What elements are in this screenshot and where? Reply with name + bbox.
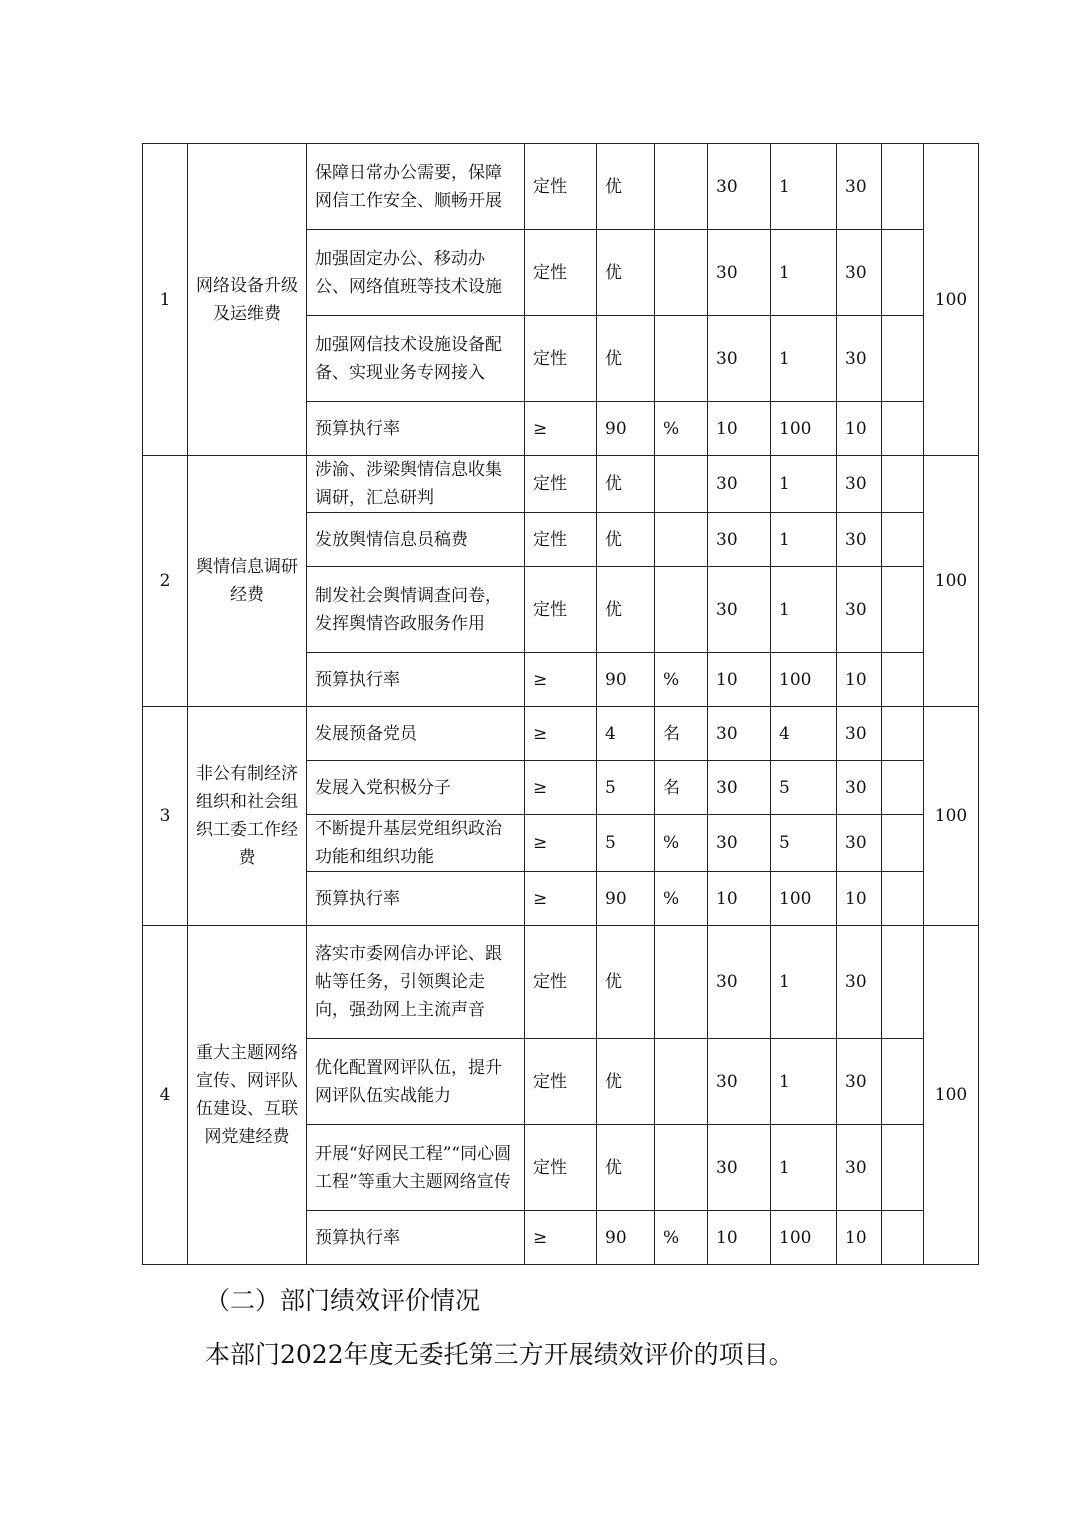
actual-value-cell: 4 (771, 707, 837, 761)
score-cell: 10 (837, 1211, 882, 1265)
table-row (143, 144, 979, 230)
empty-cell (882, 1039, 924, 1125)
indicator-type-cell: ≥ (525, 707, 597, 761)
project-name-cell: 重大主题网络宣传、网评队伍建设、互联网党建经费 (188, 926, 307, 1265)
unit-cell: % (655, 402, 708, 456)
actual-value-cell: 5 (771, 815, 837, 872)
actual-value-cell: 1 (771, 513, 837, 567)
empty-cell (882, 567, 924, 653)
indicator-cell: 加强固定办公、移动办公、网络值班等技术设施 (307, 230, 525, 316)
target-value-cell: 优 (597, 230, 655, 316)
target-value-cell: 优 (597, 456, 655, 513)
empty-cell (882, 402, 924, 456)
actual-value-cell: 100 (771, 653, 837, 707)
indicator-cell: 开展“好网民工程”“同心圆工程”等重大主题网络宣传 (307, 1125, 525, 1211)
target-value-cell: 优 (597, 567, 655, 653)
weight-cell: 10 (708, 402, 771, 456)
indicator-cell: 制发社会舆情调查问卷，发挥舆情咨政服务作用 (307, 567, 525, 653)
indicator-type-cell: ≥ (525, 402, 597, 456)
unit-cell: % (655, 872, 708, 926)
target-value-cell: 优 (597, 144, 655, 230)
empty-cell (882, 926, 924, 1039)
actual-value-cell: 1 (771, 567, 837, 653)
actual-value-cell: 1 (771, 230, 837, 316)
project-name-cell: 网络设备升级及运维费 (188, 144, 307, 456)
score-cell: 10 (837, 402, 882, 456)
total-score-cell: 100 (924, 926, 979, 1265)
indicator-cell: 保障日常办公需要，保障网信工作安全、顺畅开展 (307, 144, 525, 230)
indicator-type-cell: 定性 (525, 456, 597, 513)
score-cell: 30 (837, 230, 882, 316)
empty-cell (882, 456, 924, 513)
indicator-cell: 落实市委网信办评论、跟帖等任务，引领舆论走向，强劲网上主流声音 (307, 926, 525, 1039)
empty-cell (882, 316, 924, 402)
project-number-cell: 4 (143, 926, 188, 1265)
indicator-type-cell: 定性 (525, 144, 597, 230)
empty-cell (882, 707, 924, 761)
target-value-cell: 优 (597, 1039, 655, 1125)
score-cell: 10 (837, 872, 882, 926)
unit-cell (655, 567, 708, 653)
score-cell: 30 (837, 513, 882, 567)
indicator-cell: 预算执行率 (307, 653, 525, 707)
weight-cell: 30 (708, 230, 771, 316)
unit-cell: % (655, 815, 708, 872)
empty-cell (882, 815, 924, 872)
weight-cell: 30 (708, 761, 771, 815)
total-score-cell: 100 (924, 456, 979, 707)
indicator-type-cell: 定性 (525, 316, 597, 402)
total-score-cell: 100 (924, 144, 979, 456)
unit-cell (655, 926, 708, 1039)
weight-cell: 30 (708, 144, 771, 230)
empty-cell (882, 653, 924, 707)
actual-value-cell: 100 (771, 872, 837, 926)
empty-cell (882, 513, 924, 567)
unit-cell: 名 (655, 761, 708, 815)
indicator-cell: 发放舆情信息员稿费 (307, 513, 525, 567)
unit-cell (655, 144, 708, 230)
weight-cell: 30 (708, 567, 771, 653)
unit-cell: % (655, 653, 708, 707)
target-value-cell: 90 (597, 872, 655, 926)
empty-cell (882, 230, 924, 316)
indicator-type-cell: ≥ (525, 653, 597, 707)
score-cell: 30 (837, 1039, 882, 1125)
indicator-cell: 涉渝、涉梁舆情信息收集调研，汇总研判 (307, 456, 525, 513)
target-value-cell: 90 (597, 653, 655, 707)
empty-cell (882, 144, 924, 230)
unit-cell (655, 316, 708, 402)
weight-cell: 30 (708, 707, 771, 761)
total-score-cell: 100 (924, 707, 979, 926)
indicator-type-cell: ≥ (525, 872, 597, 926)
empty-cell (882, 872, 924, 926)
table-row (143, 707, 979, 761)
unit-cell (655, 513, 708, 567)
weight-cell: 10 (708, 653, 771, 707)
score-cell: 30 (837, 567, 882, 653)
indicator-type-cell: 定性 (525, 1039, 597, 1125)
actual-value-cell: 1 (771, 1039, 837, 1125)
weight-cell: 30 (708, 316, 771, 402)
target-value-cell: 5 (597, 761, 655, 815)
unit-cell: 名 (655, 707, 708, 761)
actual-value-cell: 1 (771, 316, 837, 402)
target-value-cell: 优 (597, 316, 655, 402)
indicator-cell: 加强网信技术设施设备配备、实现业务专网接入 (307, 316, 525, 402)
weight-cell: 30 (708, 456, 771, 513)
section-text: 本部门2022年度无委托第三方开展绩效评价的项目。 (205, 1340, 794, 1369)
project-name-cell: 非公有制经济组织和社会组织工委工作经费 (188, 707, 307, 926)
actual-value-cell: 1 (771, 144, 837, 230)
actual-value-cell: 5 (771, 761, 837, 815)
project-number-cell: 1 (143, 144, 188, 456)
target-value-cell: 优 (597, 926, 655, 1039)
score-cell: 30 (837, 926, 882, 1039)
score-cell: 30 (837, 1125, 882, 1211)
table-row (143, 456, 979, 513)
indicator-cell: 发展入党积极分子 (307, 761, 525, 815)
weight-cell: 30 (708, 926, 771, 1039)
unit-cell (655, 230, 708, 316)
indicator-type-cell: 定性 (525, 1125, 597, 1211)
weight-cell: 10 (708, 872, 771, 926)
empty-cell (882, 1125, 924, 1211)
actual-value-cell: 1 (771, 456, 837, 513)
unit-cell: % (655, 1211, 708, 1265)
target-value-cell: 5 (597, 815, 655, 872)
score-cell: 10 (837, 653, 882, 707)
indicator-type-cell: ≥ (525, 761, 597, 815)
score-cell: 30 (837, 144, 882, 230)
score-cell: 30 (837, 316, 882, 402)
indicator-cell: 优化配置网评队伍，提升网评队伍实战能力 (307, 1039, 525, 1125)
indicator-type-cell: 定性 (525, 230, 597, 316)
actual-value-cell: 1 (771, 926, 837, 1039)
actual-value-cell: 100 (771, 402, 837, 456)
indicator-type-cell: ≥ (525, 1211, 597, 1265)
empty-cell (882, 1211, 924, 1265)
weight-cell: 30 (708, 1125, 771, 1211)
unit-cell (655, 1125, 708, 1211)
target-value-cell: 90 (597, 402, 655, 456)
target-value-cell: 优 (597, 1125, 655, 1211)
indicator-type-cell: 定性 (525, 567, 597, 653)
indicator-cell: 发展预备党员 (307, 707, 525, 761)
project-name-cell: 舆情信息调研经费 (188, 456, 307, 707)
actual-value-cell: 100 (771, 1211, 837, 1265)
score-cell: 30 (837, 815, 882, 872)
unit-cell (655, 1039, 708, 1125)
indicator-type-cell: 定性 (525, 513, 597, 567)
indicator-cell: 预算执行率 (307, 872, 525, 926)
target-value-cell: 90 (597, 1211, 655, 1265)
target-value-cell: 优 (597, 513, 655, 567)
actual-value-cell: 1 (771, 1125, 837, 1211)
score-cell: 30 (837, 456, 882, 513)
weight-cell: 30 (708, 513, 771, 567)
target-value-cell: 4 (597, 707, 655, 761)
unit-cell (655, 456, 708, 513)
indicator-cell: 不断提升基层党组织政治功能和组织功能 (307, 815, 525, 872)
weight-cell: 30 (708, 815, 771, 872)
table-row (143, 926, 979, 1039)
weight-cell: 30 (708, 1039, 771, 1125)
score-cell: 30 (837, 707, 882, 761)
weight-cell: 10 (708, 1211, 771, 1265)
indicator-type-cell: 定性 (525, 926, 597, 1039)
table-body (143, 144, 979, 1265)
empty-cell (882, 761, 924, 815)
project-number-cell: 3 (143, 707, 188, 926)
indicator-cell: 预算执行率 (307, 1211, 525, 1265)
project-number-cell: 2 (143, 456, 188, 707)
indicator-type-cell: ≥ (525, 815, 597, 872)
indicator-cell: 预算执行率 (307, 402, 525, 456)
performance-table (142, 143, 979, 1265)
score-cell: 30 (837, 761, 882, 815)
section-heading: （二）部门绩效评价情况 (205, 1286, 481, 1315)
